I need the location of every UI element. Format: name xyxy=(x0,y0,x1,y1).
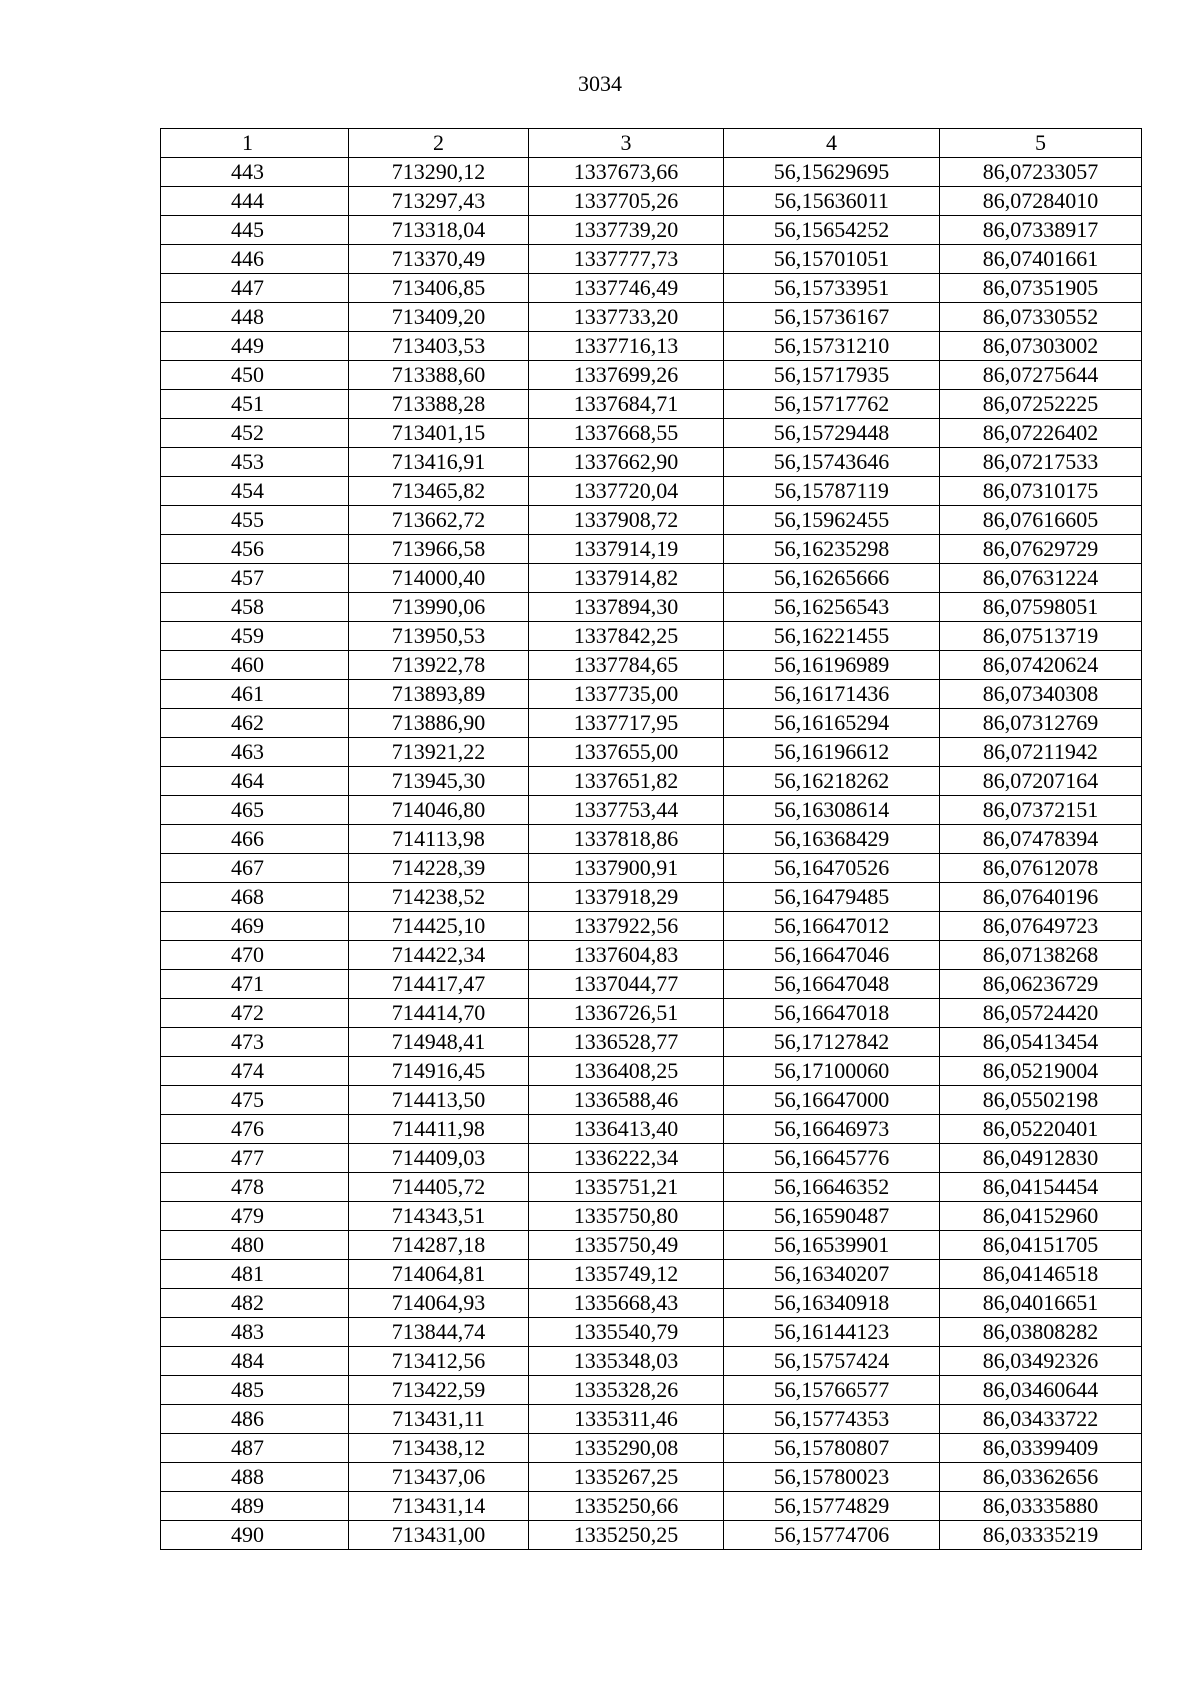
table-row xyxy=(161,477,1142,506)
table-row xyxy=(161,1521,1142,1550)
table-cell-col-2: 713401,15 xyxy=(349,419,529,448)
table-cell-col-3: 1337918,29 xyxy=(529,883,724,912)
table-cell-col-4: 56,16479485 xyxy=(724,883,940,912)
table-cell-col-4: 56,16470526 xyxy=(724,854,940,883)
table-cell-col-1: 458 xyxy=(161,593,349,622)
table-cell-col-3: 1337746,49 xyxy=(529,274,724,303)
table-cell-col-5: 86,07598051 xyxy=(940,593,1142,622)
table-cell-col-4: 56,16647048 xyxy=(724,970,940,999)
table-cell-col-3: 1335750,80 xyxy=(529,1202,724,1231)
table-row xyxy=(161,680,1142,709)
column-header-3: 3 xyxy=(529,129,724,158)
table-cell-col-4: 56,16645776 xyxy=(724,1144,940,1173)
table-cell-col-2: 713403,53 xyxy=(349,332,529,361)
table-row xyxy=(161,419,1142,448)
table-cell-col-3: 1337908,72 xyxy=(529,506,724,535)
table-cell-col-5: 86,07401661 xyxy=(940,245,1142,274)
table-cell-col-1: 444 xyxy=(161,187,349,216)
table-cell-col-5: 86,07207164 xyxy=(940,767,1142,796)
table-cell-col-4: 56,16646973 xyxy=(724,1115,940,1144)
table-cell-col-5: 86,04154454 xyxy=(940,1173,1142,1202)
table-cell-col-3: 1337739,20 xyxy=(529,216,724,245)
table-cell-col-1: 465 xyxy=(161,796,349,825)
table-cell-col-4: 56,15774829 xyxy=(724,1492,940,1521)
table-cell-col-1: 470 xyxy=(161,941,349,970)
table-cell-col-3: 1337705,26 xyxy=(529,187,724,216)
table-cell-col-3: 1337668,55 xyxy=(529,419,724,448)
table-cell-col-1: 474 xyxy=(161,1057,349,1086)
table-cell-col-3: 1337733,20 xyxy=(529,303,724,332)
table-cell-col-1: 479 xyxy=(161,1202,349,1231)
table-cell-col-5: 86,07372151 xyxy=(940,796,1142,825)
table-cell-col-2: 714343,51 xyxy=(349,1202,529,1231)
table-cell-col-4: 56,15701051 xyxy=(724,245,940,274)
table-row xyxy=(161,883,1142,912)
table-cell-col-4: 56,16218262 xyxy=(724,767,940,796)
table-cell-col-2: 713437,06 xyxy=(349,1463,529,1492)
table-cell-col-2: 714414,70 xyxy=(349,999,529,1028)
table-row xyxy=(161,506,1142,535)
column-header-5: 5 xyxy=(940,129,1142,158)
table-cell-col-3: 1337720,04 xyxy=(529,477,724,506)
table-cell-col-1: 456 xyxy=(161,535,349,564)
table-cell-col-2: 713945,30 xyxy=(349,767,529,796)
table-cell-col-4: 56,17100060 xyxy=(724,1057,940,1086)
table-cell-col-2: 713416,91 xyxy=(349,448,529,477)
table-cell-col-3: 1337900,91 xyxy=(529,854,724,883)
table-cell-col-2: 714000,40 xyxy=(349,564,529,593)
table-cell-col-3: 1335668,43 xyxy=(529,1289,724,1318)
table-cell-col-5: 86,04912830 xyxy=(940,1144,1142,1173)
table-row xyxy=(161,1231,1142,1260)
table-body xyxy=(161,158,1142,1550)
table-cell-col-2: 713893,89 xyxy=(349,680,529,709)
table-cell-col-5: 86,07211942 xyxy=(940,738,1142,767)
table-cell-col-3: 1337673,66 xyxy=(529,158,724,187)
table-header xyxy=(161,129,1142,158)
table-cell-col-5: 86,07303002 xyxy=(940,332,1142,361)
table-cell-col-1: 453 xyxy=(161,448,349,477)
table-row xyxy=(161,361,1142,390)
table-cell-col-4: 56,15774353 xyxy=(724,1405,940,1434)
table-cell-col-3: 1335348,03 xyxy=(529,1347,724,1376)
table-row xyxy=(161,709,1142,738)
column-header-4: 4 xyxy=(724,129,940,158)
table-row xyxy=(161,216,1142,245)
table-row xyxy=(161,245,1142,274)
table-cell-col-2: 713431,11 xyxy=(349,1405,529,1434)
table-cell-col-1: 471 xyxy=(161,970,349,999)
table-cell-col-3: 1337684,71 xyxy=(529,390,724,419)
table-cell-col-3: 1336408,25 xyxy=(529,1057,724,1086)
table-cell-col-5: 86,07138268 xyxy=(940,941,1142,970)
table-cell-col-2: 713318,04 xyxy=(349,216,529,245)
coordinate-table xyxy=(160,128,1142,1550)
table-cell-col-1: 487 xyxy=(161,1434,349,1463)
table-cell-col-4: 56,15636011 xyxy=(724,187,940,216)
table-cell-col-1: 478 xyxy=(161,1173,349,1202)
table-cell-col-2: 713438,12 xyxy=(349,1434,529,1463)
table-cell-col-5: 86,04016651 xyxy=(940,1289,1142,1318)
table-cell-col-1: 457 xyxy=(161,564,349,593)
table-cell-col-3: 1337651,82 xyxy=(529,767,724,796)
table-cell-col-3: 1335751,21 xyxy=(529,1173,724,1202)
table-row xyxy=(161,1144,1142,1173)
table-cell-col-2: 713921,22 xyxy=(349,738,529,767)
table-cell-col-5: 86,07233057 xyxy=(940,158,1142,187)
table-row xyxy=(161,274,1142,303)
table-cell-col-4: 56,16196612 xyxy=(724,738,940,767)
table-cell-col-5: 86,04151705 xyxy=(940,1231,1142,1260)
table-cell-col-3: 1335749,12 xyxy=(529,1260,724,1289)
table-cell-col-3: 1335328,26 xyxy=(529,1376,724,1405)
table-cell-col-1: 462 xyxy=(161,709,349,738)
table-row xyxy=(161,1318,1142,1347)
table-row xyxy=(161,332,1142,361)
table-cell-col-3: 1337716,13 xyxy=(529,332,724,361)
table-cell-col-1: 455 xyxy=(161,506,349,535)
table-cell-col-3: 1337818,86 xyxy=(529,825,724,854)
table-cell-col-4: 56,15766577 xyxy=(724,1376,940,1405)
table-row xyxy=(161,1376,1142,1405)
table-cell-col-3: 1337777,73 xyxy=(529,245,724,274)
table-cell-col-2: 714238,52 xyxy=(349,883,529,912)
table-cell-col-2: 713662,72 xyxy=(349,506,529,535)
table-cell-col-2: 714064,93 xyxy=(349,1289,529,1318)
table-cell-col-3: 1335250,66 xyxy=(529,1492,724,1521)
table-cell-col-5: 86,07351905 xyxy=(940,274,1142,303)
table-cell-col-3: 1337044,77 xyxy=(529,970,724,999)
table-cell-col-1: 448 xyxy=(161,303,349,332)
table-cell-col-1: 477 xyxy=(161,1144,349,1173)
table-cell-col-1: 463 xyxy=(161,738,349,767)
table-cell-col-4: 56,16235298 xyxy=(724,535,940,564)
table-cell-col-1: 452 xyxy=(161,419,349,448)
table-cell-col-5: 86,05220401 xyxy=(940,1115,1142,1144)
table-cell-col-1: 473 xyxy=(161,1028,349,1057)
table-cell-col-4: 56,15757424 xyxy=(724,1347,940,1376)
table-row xyxy=(161,448,1142,477)
table-cell-col-4: 56,15717935 xyxy=(724,361,940,390)
table-cell-col-3: 1335311,46 xyxy=(529,1405,724,1434)
table-cell-col-2: 713388,60 xyxy=(349,361,529,390)
table-cell-col-5: 86,04146518 xyxy=(940,1260,1142,1289)
table-cell-col-3: 1337914,19 xyxy=(529,535,724,564)
table-row xyxy=(161,1463,1142,1492)
table-cell-col-5: 86,03808282 xyxy=(940,1318,1142,1347)
table-cell-col-2: 714422,34 xyxy=(349,941,529,970)
table-cell-col-4: 56,16144123 xyxy=(724,1318,940,1347)
table-cell-col-3: 1337662,90 xyxy=(529,448,724,477)
table-cell-col-5: 86,07252225 xyxy=(940,390,1142,419)
header-row xyxy=(161,129,1142,158)
table-cell-col-2: 713465,82 xyxy=(349,477,529,506)
table-row xyxy=(161,1028,1142,1057)
table-cell-col-5: 86,05724420 xyxy=(940,999,1142,1028)
table-cell-col-5: 86,05219004 xyxy=(940,1057,1142,1086)
table-cell-col-4: 56,17127842 xyxy=(724,1028,940,1057)
table-cell-col-3: 1337914,82 xyxy=(529,564,724,593)
table-cell-col-4: 56,15717762 xyxy=(724,390,940,419)
table-cell-col-5: 86,07649723 xyxy=(940,912,1142,941)
table-cell-col-1: 486 xyxy=(161,1405,349,1434)
table-cell-col-4: 56,15774706 xyxy=(724,1521,940,1550)
table-cell-col-4: 56,16308614 xyxy=(724,796,940,825)
table-cell-col-4: 56,15787119 xyxy=(724,477,940,506)
table-cell-col-5: 86,07420624 xyxy=(940,651,1142,680)
table-cell-col-3: 1335267,25 xyxy=(529,1463,724,1492)
table-cell-col-5: 86,07338917 xyxy=(940,216,1142,245)
table-cell-col-3: 1337699,26 xyxy=(529,361,724,390)
table-cell-col-4: 56,15743646 xyxy=(724,448,940,477)
table-cell-col-1: 480 xyxy=(161,1231,349,1260)
table-cell-col-2: 713431,00 xyxy=(349,1521,529,1550)
table-cell-col-4: 56,15731210 xyxy=(724,332,940,361)
table-cell-col-2: 714287,18 xyxy=(349,1231,529,1260)
table-cell-col-2: 713388,28 xyxy=(349,390,529,419)
table-cell-col-1: 449 xyxy=(161,332,349,361)
table-cell-col-5: 86,07513719 xyxy=(940,622,1142,651)
table-cell-col-3: 1335750,49 xyxy=(529,1231,724,1260)
table-cell-col-4: 56,16221455 xyxy=(724,622,940,651)
table-cell-col-4: 56,16368429 xyxy=(724,825,940,854)
table-cell-col-5: 86,03335880 xyxy=(940,1492,1142,1521)
table-cell-col-4: 56,16265666 xyxy=(724,564,940,593)
table-cell-col-3: 1336588,46 xyxy=(529,1086,724,1115)
table-cell-col-1: 481 xyxy=(161,1260,349,1289)
table-cell-col-1: 445 xyxy=(161,216,349,245)
table-cell-col-4: 56,16256543 xyxy=(724,593,940,622)
table-cell-col-2: 714409,03 xyxy=(349,1144,529,1173)
table-cell-col-5: 86,03335219 xyxy=(940,1521,1142,1550)
table-cell-col-5: 86,03433722 xyxy=(940,1405,1142,1434)
table-cell-col-5: 86,07629729 xyxy=(940,535,1142,564)
table-row xyxy=(161,622,1142,651)
table-row xyxy=(161,1289,1142,1318)
table-cell-col-1: 451 xyxy=(161,390,349,419)
table-cell-col-5: 86,03460644 xyxy=(940,1376,1142,1405)
table-cell-col-2: 713886,90 xyxy=(349,709,529,738)
table-cell-col-2: 713412,56 xyxy=(349,1347,529,1376)
table-cell-col-5: 86,03492326 xyxy=(940,1347,1142,1376)
table-row xyxy=(161,1115,1142,1144)
table-cell-col-1: 468 xyxy=(161,883,349,912)
table-cell-col-3: 1337604,83 xyxy=(529,941,724,970)
table-cell-col-1: 454 xyxy=(161,477,349,506)
table-row xyxy=(161,1405,1142,1434)
table-cell-col-1: 488 xyxy=(161,1463,349,1492)
table-cell-col-5: 86,07275644 xyxy=(940,361,1142,390)
table-cell-col-3: 1337784,65 xyxy=(529,651,724,680)
table-cell-col-1: 483 xyxy=(161,1318,349,1347)
table-cell-col-2: 713370,49 xyxy=(349,245,529,274)
table-cell-col-4: 56,16647012 xyxy=(724,912,940,941)
table-cell-col-1: 482 xyxy=(161,1289,349,1318)
table-cell-col-4: 56,15729448 xyxy=(724,419,940,448)
table-cell-col-2: 714413,50 xyxy=(349,1086,529,1115)
table-cell-col-2: 713950,53 xyxy=(349,622,529,651)
table-cell-col-1: 490 xyxy=(161,1521,349,1550)
table-cell-col-2: 714064,81 xyxy=(349,1260,529,1289)
table-cell-col-2: 714425,10 xyxy=(349,912,529,941)
table-cell-col-4: 56,15629695 xyxy=(724,158,940,187)
table-cell-col-1: 450 xyxy=(161,361,349,390)
table-cell-col-2: 714228,39 xyxy=(349,854,529,883)
table-cell-col-5: 86,07631224 xyxy=(940,564,1142,593)
table-cell-col-1: 460 xyxy=(161,651,349,680)
table-cell-col-4: 56,16171436 xyxy=(724,680,940,709)
table-row xyxy=(161,1173,1142,1202)
table-cell-col-2: 714948,41 xyxy=(349,1028,529,1057)
table-row xyxy=(161,390,1142,419)
table-cell-col-3: 1337655,00 xyxy=(529,738,724,767)
column-header-2: 2 xyxy=(349,129,529,158)
table-row xyxy=(161,970,1142,999)
table-row xyxy=(161,564,1142,593)
table-cell-col-4: 56,16340207 xyxy=(724,1260,940,1289)
table-cell-col-4: 56,16590487 xyxy=(724,1202,940,1231)
table-cell-col-4: 56,16646352 xyxy=(724,1173,940,1202)
table-row xyxy=(161,738,1142,767)
table-cell-col-4: 56,16539901 xyxy=(724,1231,940,1260)
table-cell-col-3: 1337842,25 xyxy=(529,622,724,651)
table-cell-col-4: 56,16165294 xyxy=(724,709,940,738)
table-row xyxy=(161,1202,1142,1231)
table-row xyxy=(161,1086,1142,1115)
table-cell-col-2: 714411,98 xyxy=(349,1115,529,1144)
table-cell-col-2: 713431,14 xyxy=(349,1492,529,1521)
table-cell-col-2: 713409,20 xyxy=(349,303,529,332)
table-cell-col-3: 1337735,00 xyxy=(529,680,724,709)
table-cell-col-5: 86,07340308 xyxy=(940,680,1142,709)
table-cell-col-5: 86,07478394 xyxy=(940,825,1142,854)
table-cell-col-1: 475 xyxy=(161,1086,349,1115)
table-cell-col-2: 713922,78 xyxy=(349,651,529,680)
table-cell-col-4: 56,16647000 xyxy=(724,1086,940,1115)
table-cell-col-5: 86,07640196 xyxy=(940,883,1142,912)
table-cell-col-2: 714046,80 xyxy=(349,796,529,825)
table-cell-col-2: 713406,85 xyxy=(349,274,529,303)
table-cell-col-2: 713297,43 xyxy=(349,187,529,216)
table-cell-col-4: 56,15780807 xyxy=(724,1434,940,1463)
table-cell-col-5: 86,03362656 xyxy=(940,1463,1142,1492)
table-cell-col-3: 1337922,56 xyxy=(529,912,724,941)
table-cell-col-2: 713290,12 xyxy=(349,158,529,187)
table-row xyxy=(161,651,1142,680)
table-row xyxy=(161,912,1142,941)
table-cell-col-4: 56,16647046 xyxy=(724,941,940,970)
table-cell-col-5: 86,07330552 xyxy=(940,303,1142,332)
table-cell-col-1: 447 xyxy=(161,274,349,303)
table-cell-col-1: 464 xyxy=(161,767,349,796)
table-row xyxy=(161,796,1142,825)
table-cell-col-5: 86,07217533 xyxy=(940,448,1142,477)
table-cell-col-5: 86,07612078 xyxy=(940,854,1142,883)
table-cell-col-3: 1337717,95 xyxy=(529,709,724,738)
table-cell-col-1: 472 xyxy=(161,999,349,1028)
table-cell-col-5: 86,04152960 xyxy=(940,1202,1142,1231)
table-cell-col-3: 1335540,79 xyxy=(529,1318,724,1347)
table-cell-col-2: 713966,58 xyxy=(349,535,529,564)
table-row xyxy=(161,767,1142,796)
table-cell-col-5: 86,06236729 xyxy=(940,970,1142,999)
table-row xyxy=(161,593,1142,622)
table-row xyxy=(161,158,1142,187)
table-cell-col-4: 56,15962455 xyxy=(724,506,940,535)
table-cell-col-2: 714113,98 xyxy=(349,825,529,854)
table-cell-col-5: 86,07310175 xyxy=(940,477,1142,506)
table-cell-col-5: 86,03399409 xyxy=(940,1434,1142,1463)
table-cell-col-3: 1336413,40 xyxy=(529,1115,724,1144)
table-cell-col-4: 56,16647018 xyxy=(724,999,940,1028)
table-cell-col-2: 713422,59 xyxy=(349,1376,529,1405)
table-cell-col-1: 484 xyxy=(161,1347,349,1376)
table-cell-col-2: 713990,06 xyxy=(349,593,529,622)
table-cell-col-1: 489 xyxy=(161,1492,349,1521)
table-cell-col-4: 56,15736167 xyxy=(724,303,940,332)
table-cell-col-3: 1337894,30 xyxy=(529,593,724,622)
table-cell-col-1: 466 xyxy=(161,825,349,854)
table-row xyxy=(161,1057,1142,1086)
table-cell-col-4: 56,15733951 xyxy=(724,274,940,303)
table-cell-col-1: 467 xyxy=(161,854,349,883)
table-cell-col-2: 714417,47 xyxy=(349,970,529,999)
table-cell-col-1: 485 xyxy=(161,1376,349,1405)
table-cell-col-5: 86,07284010 xyxy=(940,187,1142,216)
table-cell-col-1: 446 xyxy=(161,245,349,274)
table-cell-col-5: 86,07226402 xyxy=(940,419,1142,448)
table-cell-col-1: 476 xyxy=(161,1115,349,1144)
table-row xyxy=(161,1347,1142,1376)
table-cell-col-4: 56,15654252 xyxy=(724,216,940,245)
table-cell-col-2: 714916,45 xyxy=(349,1057,529,1086)
table-cell-col-4: 56,16196989 xyxy=(724,651,940,680)
table-row xyxy=(161,999,1142,1028)
table-cell-col-5: 86,07312769 xyxy=(940,709,1142,738)
table-row xyxy=(161,535,1142,564)
table-cell-col-1: 443 xyxy=(161,158,349,187)
table-cell-col-2: 713844,74 xyxy=(349,1318,529,1347)
table-row xyxy=(161,1492,1142,1521)
table-cell-col-4: 56,15780023 xyxy=(724,1463,940,1492)
table-row xyxy=(161,825,1142,854)
table-cell-col-3: 1336528,77 xyxy=(529,1028,724,1057)
table-cell-col-3: 1336222,34 xyxy=(529,1144,724,1173)
table-row xyxy=(161,1434,1142,1463)
table-row xyxy=(161,187,1142,216)
table-cell-col-5: 86,05413454 xyxy=(940,1028,1142,1057)
table-row xyxy=(161,854,1142,883)
column-header-1: 1 xyxy=(161,129,349,158)
table-cell-col-3: 1335290,08 xyxy=(529,1434,724,1463)
page-number: 3034 xyxy=(578,71,622,96)
table-row xyxy=(161,303,1142,332)
table-cell-col-3: 1337753,44 xyxy=(529,796,724,825)
table-cell-col-3: 1335250,25 xyxy=(529,1521,724,1550)
table-row xyxy=(161,941,1142,970)
table-cell-col-1: 461 xyxy=(161,680,349,709)
table-cell-col-4: 56,16340918 xyxy=(724,1289,940,1318)
table-cell-col-2: 714405,72 xyxy=(349,1173,529,1202)
table-cell-col-1: 459 xyxy=(161,622,349,651)
table-cell-col-5: 86,07616605 xyxy=(940,506,1142,535)
table-cell-col-1: 469 xyxy=(161,912,349,941)
table-cell-col-3: 1336726,51 xyxy=(529,999,724,1028)
table-row xyxy=(161,1260,1142,1289)
table-cell-col-5: 86,05502198 xyxy=(940,1086,1142,1115)
